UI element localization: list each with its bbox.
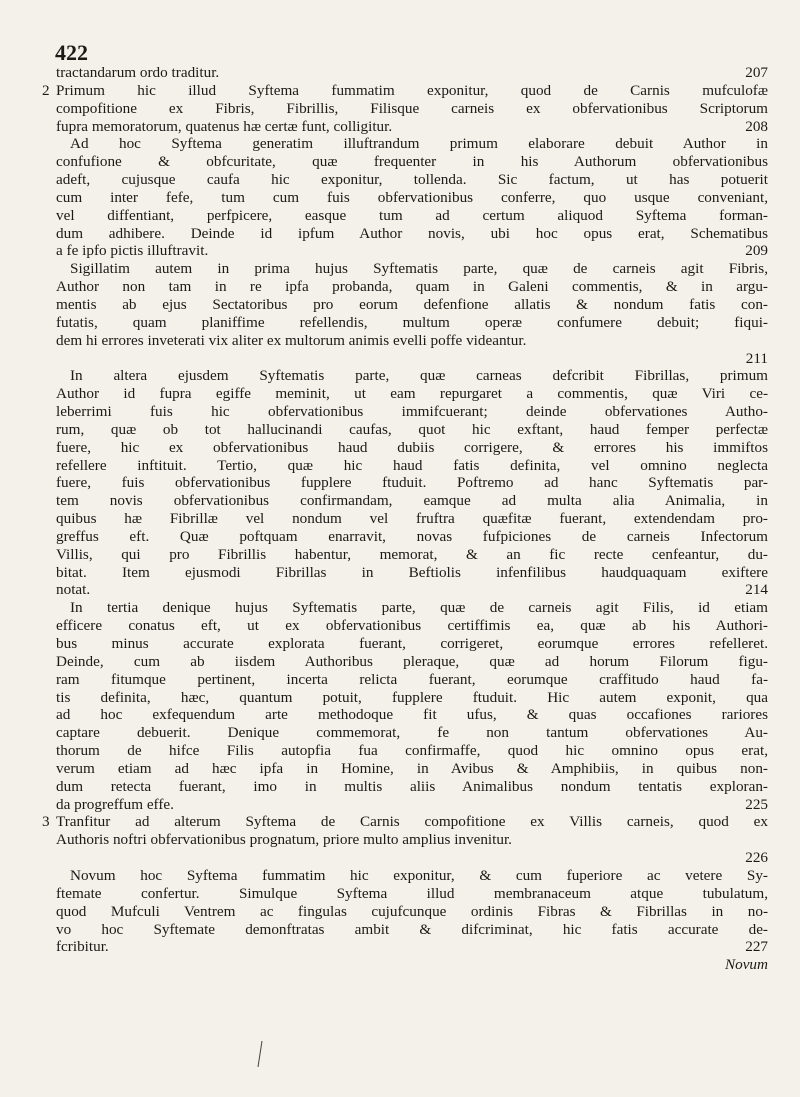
paragraph-number: 211 [745,349,768,367]
line-text: ram fitumque pertinent, incerta relicta fuerant, eorumque craffitudo haud fa- [56,670,768,688]
text-line [56,492,768,510]
text-line [56,564,768,582]
line-text: cum inter fefe, tum cum fuis obfervationibus conferre, quo usque conveniant, [56,188,768,206]
text-line [56,796,768,814]
text-line [56,885,768,903]
text-line [56,64,768,82]
text-line [56,296,768,314]
text-line [56,617,768,635]
text-line [56,849,768,867]
text-line [42,813,768,831]
text-line [56,724,768,742]
text-line [56,171,768,189]
text-line [56,689,768,707]
line-text: fuere, fuis obfervationibus fupplere ftuduit. Poftremo ad hanc Syftematis par- [56,474,768,492]
text-line [56,153,768,171]
text-line [56,189,768,207]
text-line [56,510,768,528]
line-text: tractandarum ordo traditur. [56,64,220,81]
line-text: notat. [56,581,91,599]
text-line [56,653,768,671]
line-text: fcribitur. [56,938,109,956]
line-text: vel diffentiant, perfpicere, easque tum ad certum aliquod Syftema forman- [56,206,768,224]
line-text: vo hoc Syftemate demonftratas ambit & difcriminat, hic fatis accurate de- [56,920,768,938]
line-text: captare debuerit. Denique commemorat, fe non tantum obfervationes Au- [56,724,768,742]
line-text: refellere inftituit. Tertio, quæ hic haud fatis definita, vel omnino neglecta [56,456,768,474]
stray-mark [256,1040,264,1068]
text-line [56,385,768,403]
line-text: Villis, qui pro Fibrillis habentur, memorat, & an fic recte cenfeantur, du- [56,545,768,563]
line-text: tem novis obfervationibus confirmandam, eamque ad multa alia Animalia, in [56,492,768,510]
line-text: Novum hoc Syftema fummatim hic exponitur, & cum fuperiore ac vetere Sy- [70,866,768,884]
paragraph-number: 214 [745,581,768,599]
text-line [56,760,768,778]
text-line [56,403,768,421]
line-text: leberrimi fuis hic obfervationibus immifcuerant; deinde obfervationes Autho- [56,403,768,421]
line-text: bus minus accurate explorata fuerant, corrigeret, eorumque errores refelleret. [56,635,768,652]
line-text: greffus eft. Quæ poftquam enarravit, novas fufpiciones de carneis Infectorum [56,527,768,545]
text-line [56,742,768,760]
line-text: quibus hæ Fibrillæ vel nondum vel fruftra quæfitæ fuerant, extendendam pro- [56,510,768,528]
line-text: Deinde, cum ab iisdem Authoribus pleraque, quæ ad horum Filorum figu- [56,652,768,670]
text-line [56,421,768,439]
line-text: verum etiam ad hæc ipfa in Homine, in Avibus & Amphibiis, in quibus non- [56,759,768,777]
paragraph-number: 209 [745,242,768,260]
text-line [42,81,768,100]
line-text: In altera ejusdem Syftematis parte, quæ carneas defcribit Fibrillas, primum [70,367,768,385]
text-line [56,528,768,546]
line-text: Ad hoc Syftema generatim illuftrandum primum elaborare debuit Author in [70,135,768,153]
text-line [56,706,768,724]
line-text: futatis, quam planiffime refellendis, multum operæ confumere debuit; fiqui- [56,313,768,331]
paragraph-number: 207 [745,64,768,81]
line-text: fuere, hic ex obfervationibus haud dubiis corrigere, & errores his immiftos [56,438,768,456]
line-text: confufione & obfcuritate, quæ frequenter in his Authorum obfervationibus [56,153,768,171]
body-text [42,64,768,974]
line-text: Tranfitur ad alterum Syftema de Carnis compofitione ex Villis carneis, quod ex [56,813,768,831]
line-text: ftemate confertur. Simulque Syftema illud membranaceum atque tubulatum, [56,884,768,902]
line-text: dum adhibere. Deinde id ipfum Author novis, ubi hoc opus erat, Schematibus [56,224,768,242]
line-text: efficere conatus eft, ut ex obfervationibus certiffimis ea, quæ ab his Authori- [56,617,768,635]
line-text: thorum de hifce Filis autopfia fua confirmaffe, quod hic omnino opus erat, [56,742,768,760]
line-text: Authoris noftri obfervationibus prognatum, priore multo amplius invenitur. [56,831,512,849]
text-line [56,439,768,457]
catchword-line [56,956,768,974]
line-text: dem hi errores inveterati vix aliter ex multorum animis evelli poffe videantur. [56,331,527,349]
paragraph-number: 225 [745,795,768,813]
line-text: Author id fupra egiffe meminit, ut eam repurgaret a commentis, quæ Viri ce- [56,385,768,403]
line-text: Primum hic illud Syftema fummatim exponitur, quod de Carnis mufculofæ [56,81,768,99]
line-text: Author non tam in re ipfa probanda, quam in Galeni commentis, & in argu- [56,278,768,296]
text-line [56,938,768,956]
line-text: bitat. Item ejusmodi Fibrillas in Beftiolis infenfilibus haudquaquam exiftere [56,563,768,581]
paragraph-number: 208 [745,117,768,135]
text-line [56,242,768,260]
text-line [56,635,768,653]
paragraph-number: 226 [745,849,768,867]
text-line [56,546,768,564]
text-line [56,581,768,599]
line-text: In tertia denique hujus Syftematis parte, quæ de carneis agit Filis, id etiam [70,599,768,617]
text-line [56,921,768,939]
line-text: ad hoc exfequendum arte methodoque fit ufus, & quas occafiones rariores [56,706,768,724]
text-line [56,100,768,118]
line-text: mentis ab ejus Sectatoribus pro eorum defenfione allatis & nondum fatis con- [56,295,768,313]
line-text: dum retecta fuerant, imo in multis aliis Animalibus nondum tentatis exploran- [56,777,768,795]
text-line [56,314,768,332]
line-text: Sigillatim autem in prima hujus Syftematis parte, quæ de carneis agit Fibris, [70,260,768,278]
line-text: da progreffum effe. [56,795,174,813]
text-line [56,831,768,849]
text-line [56,457,768,475]
text-line [56,118,768,136]
text-line [56,332,768,350]
text-line [56,260,768,278]
text-line [56,135,768,153]
line-text: compofitione ex Fibris, Fibrillis, Filisque carneis ex obfervationibus Scriptorum [56,99,768,117]
line-text: quod Mufculi Ventrem ac fingulas cujufcunque ordinis Fibras & Fibrillas in no- [56,902,768,920]
text-line [56,350,768,368]
line-text: tis definita, hæc, quantum potuit, fupplere ftuduit. Hic autem exponit, qua [56,688,768,706]
text-line [56,599,768,617]
line-text: adeft, cujusque caufa hic exponitur, tollenda. Sic factum, ut has potuerit [56,171,768,189]
text-line [56,225,768,243]
section-number: 3 [42,813,50,831]
text-line [56,778,768,796]
text-line [56,278,768,296]
line-text: rum, quæ ob tot hallucinandi caufas, quot hic exftant, haud femper perfectæ [56,420,768,438]
paragraph-number: 227 [745,938,768,956]
text-line [56,671,768,689]
text-line [56,207,768,225]
text-line [56,474,768,492]
text-line [56,867,768,885]
text-line [56,367,768,385]
section-number: 2 [42,81,50,99]
catchword: Novum [724,956,768,974]
text-line [56,903,768,921]
page-number: 422 [55,40,88,65]
line-text: a fe ipfo pictis illuftravit. [56,242,209,260]
line-text: fupra memoratorum, quatenus hæ certæ funt, colligitur. [56,117,393,135]
